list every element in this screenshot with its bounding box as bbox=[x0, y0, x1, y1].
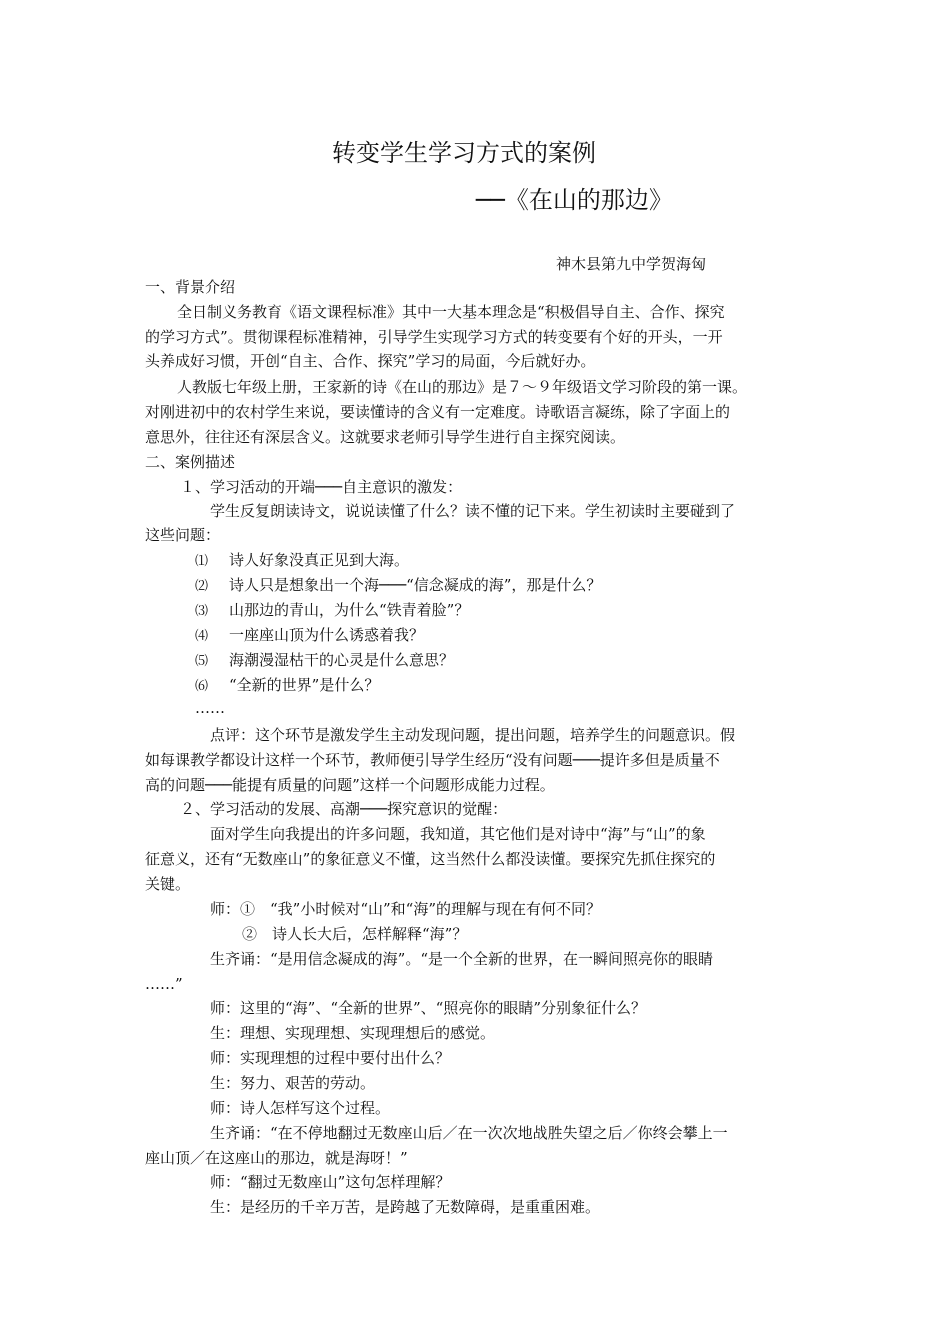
dialogue-line: 师：这里的“海”、“全新的世界”、“照亮你的眼睛”分别象征什么？ bbox=[210, 999, 647, 1017]
page-subtitle: ──《在山的那边》 bbox=[476, 186, 673, 214]
page-title: 转变学生学习方式的案例 bbox=[332, 139, 596, 167]
subsection-heading: ２、学习活动的发展、高潮───探究意识的觉醒： bbox=[180, 800, 508, 818]
list-item: ⑶ 山那边的青山，为什么“铁青着脸”？ bbox=[195, 601, 470, 619]
paragraph-line: 征意义，还有“无数座山”的象征意义不懂，这当然什么都没读懂。要探究先抓住探究的 bbox=[145, 850, 716, 868]
paragraph-line: 对刚进初中的农村学生来说，要读懂诗的含义有一定难度。诗歌语言凝练，除了字面上的 bbox=[145, 403, 731, 421]
list-item: ⑹ “全新的世界”是什么？ bbox=[195, 676, 380, 694]
paragraph-line: 全日制义务教育《语文课程标准》其中一大基本理念是“积极倡导自主、合作、探究 bbox=[177, 303, 725, 321]
dialogue-line: 师：① “我”小时候对“山”和“海”的理解与现在有何不同？ bbox=[210, 900, 602, 918]
author-line: 神木县第九中学贺海匈 bbox=[556, 255, 707, 273]
list-item: ⑸ 海潮漫湿枯干的心灵是什么意思？ bbox=[195, 651, 455, 669]
paragraph-line: 关键。 bbox=[145, 875, 191, 893]
paragraph-line: 学生反复朗读诗文，说说读懂了什么？读不懂的记下来。学生初读时主要碰到了 bbox=[210, 502, 736, 520]
dialogue-line: 生：是经历的千辛万苦，是跨越了无数障碍，是重重困难。 bbox=[210, 1198, 601, 1216]
dialogue-line: 生：努力、艰苦的劳动。 bbox=[210, 1074, 376, 1092]
section-heading: 一、背景介绍 bbox=[145, 278, 236, 296]
dialogue-line: ……” bbox=[145, 975, 183, 993]
dialogue-line: 师：实现理想的过程中要付出什么？ bbox=[210, 1049, 451, 1067]
list-item: ⑴ 诗人好象没真正见到大海。 bbox=[195, 551, 410, 569]
dialogue-line: 生齐诵：“在不停地翻过无数座山后／在一次次地战胜失望之后／你终会攀上一 bbox=[210, 1124, 728, 1142]
paragraph-line: 的学习方式”。贯彻课程标准精神，引导学生实现学习方式的转变要有个好的开头，一开 bbox=[145, 328, 723, 346]
dialogue-line: 生：理想、实现理想、实现理想后的感觉。 bbox=[210, 1024, 496, 1042]
dialogue-line: 师：“翻过无数座山”这句怎样理解？ bbox=[210, 1173, 451, 1191]
dialogue-line: 座山顶／在这座山的那边，就是海呀！” bbox=[145, 1149, 408, 1167]
section-heading: 二、案例描述 bbox=[145, 453, 236, 471]
list-item: ⑵ 诗人只是想象出一个海───“信念凝成的海”，那是什么？ bbox=[195, 576, 602, 594]
paragraph-line: 高的问题───能提有质量的问题”这样一个问题形成能力过程。 bbox=[145, 776, 555, 794]
dialogue-line: 师：诗人怎样写这个过程。 bbox=[210, 1099, 391, 1117]
paragraph-line: 点评：这个环节是激发学生主动发现问题，提出问题，培养学生的问题意识。假 bbox=[210, 726, 736, 744]
list-item: ⑷ 一座座山顶为什么诱惑着我？ bbox=[195, 626, 425, 644]
paragraph-line: 面对学生向我提出的许多问题，我知道，其它他们是对诗中“海”与“山”的象 bbox=[210, 825, 706, 843]
subsection-heading: １、学习活动的开端───自主意识的激发： bbox=[180, 478, 463, 496]
ellipsis: …… bbox=[195, 699, 225, 717]
paragraph-line: 意思外，往往还有深层含义。这就要求老师引导学生进行自主探究阅读。 bbox=[145, 428, 626, 446]
paragraph-line: 人教版七年级上册，王家新的诗《在山的那边》是７～９年级语文学习阶段的第一课。 bbox=[177, 378, 748, 396]
paragraph-line: 头养成好习惯，开创“自主、合作、探究”学习的局面，今后就好办。 bbox=[145, 352, 596, 370]
paragraph-line: 如每课教学都设计这样一个环节，教师便引导学生经历“没有问题───提许多但是质量不 bbox=[145, 751, 720, 769]
paragraph-line: 这些问题： bbox=[145, 526, 221, 544]
dialogue-line: ② 诗人长大后，怎样解释“海”？ bbox=[242, 925, 468, 943]
dialogue-line: 生齐诵：“是用信念凝成的海”。“是一个全新的世界，在一瞬间照亮你的眼睛 bbox=[210, 950, 714, 968]
